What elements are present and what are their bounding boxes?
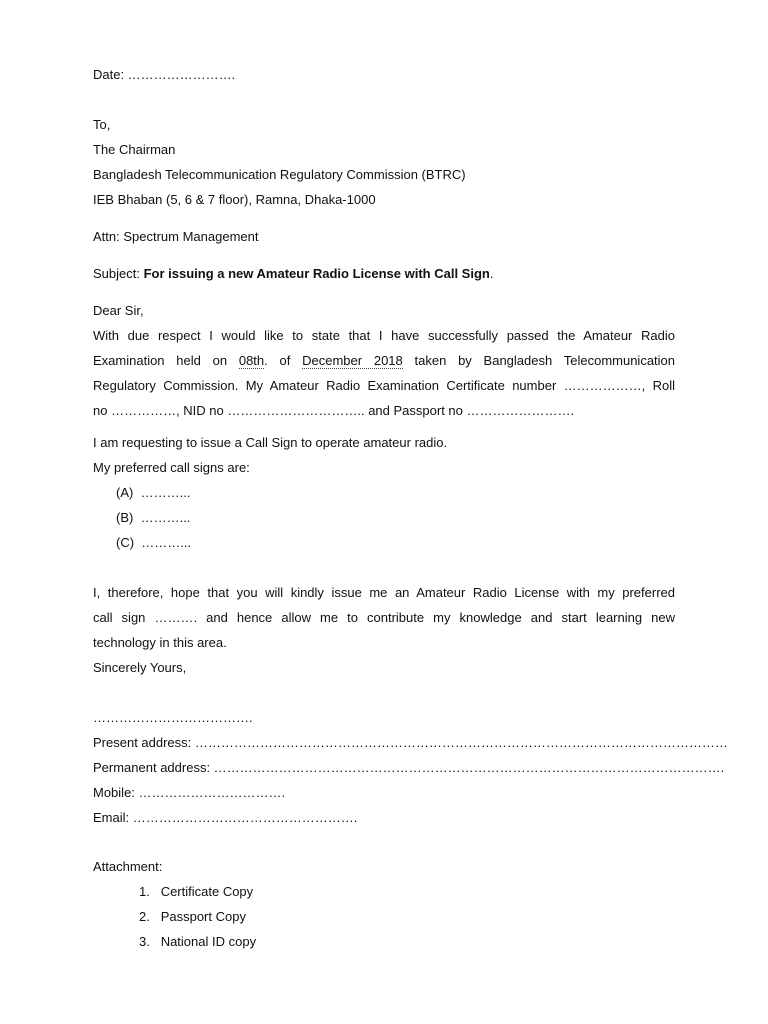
attachment-num: 1. — [139, 884, 150, 899]
para2-line3: technology in this area. — [93, 635, 227, 650]
closing: Sincerely Yours, — [93, 660, 187, 675]
para1-line2 — [93, 352, 675, 370]
call-sign-value: ………... — [141, 535, 192, 550]
para2-line2: call sign ………. and hence allow me to contribute my knowledge and start learning new — [93, 610, 675, 625]
attachment-text: Passport Copy — [160, 909, 246, 924]
attachment-title: Attachment: — [93, 859, 163, 874]
para1-line2-end: taken by Bangladesh Telecommunication — [402, 353, 676, 368]
call-sign-label: (A) — [116, 485, 134, 500]
para1-line2-of: . of — [264, 353, 303, 368]
attachment-item — [139, 883, 253, 901]
para2-line1: I, therefore, hope that you will kindly issue me an Amateur Radio License with my preferred — [93, 585, 675, 600]
preferred-intro: My preferred call signs are: — [93, 460, 250, 475]
salutation: Dear Sir, — [93, 303, 144, 318]
para1-line2-start: Examination held on — [93, 353, 239, 368]
subject-prefix: Subject: — [93, 266, 144, 281]
mobile-field: Mobile: ……………………………. — [93, 785, 286, 800]
call-sign-item — [116, 484, 190, 502]
recipient-org: Bangladesh Telecommunication Regulatory Commission (BTRC) — [93, 167, 466, 182]
attn-line: Attn: Spectrum Management — [93, 229, 259, 244]
email-field: Email: ……………………………………………. — [93, 810, 358, 825]
attachment-num: 3. — [139, 934, 150, 949]
call-sign-label: (B) — [116, 510, 134, 525]
attachment-num: 2. — [139, 909, 150, 924]
date-line: Date: ……………………. — [93, 67, 236, 82]
subject-end: . — [489, 266, 494, 281]
attachment-item — [139, 933, 256, 951]
exam-day: 08th — [238, 353, 265, 368]
para1-line3: Regulatory Commission. My Amateur Radio Examination Certificate number ………………, Roll — [93, 378, 675, 393]
call-sign-label: (C) — [116, 535, 135, 550]
attachment-text: National ID copy — [160, 934, 257, 949]
permanent-address-field: Permanent address: ………………………………………………………………………………………………………. — [93, 760, 725, 775]
recipient-title: The Chairman — [93, 142, 176, 157]
exam-month: December 2018 — [302, 353, 403, 368]
para1-line4: no ……………, NID no ………………………….. and Passport no ……………………. — [93, 403, 575, 418]
attachment-text: Certificate Copy — [160, 884, 254, 899]
signature-line: ………………………………. — [93, 710, 253, 725]
call-sign-value: ………... — [140, 510, 191, 525]
recipient-address: IEB Bhaban (5, 6 & 7 floor), Ramna, Dhaka-1000 — [93, 192, 376, 207]
call-sign-item — [116, 534, 191, 552]
attachment-item — [139, 908, 246, 926]
subject-text: For issuing a new Amateur Radio License with Call Sign — [143, 266, 490, 281]
para1-line1: With due respect I would like to state that I have successfully passed the Amateur Radio — [93, 328, 675, 343]
to-line: To, — [93, 117, 111, 132]
present-address-field: Present address: …………………………………………………………………………………………………………… — [93, 735, 728, 750]
call-sign-value: ………... — [140, 485, 191, 500]
call-sign-item — [116, 509, 190, 527]
subject-line — [93, 265, 493, 283]
request-line: I am requesting to issue a Call Sign to operate amateur radio. — [93, 435, 448, 450]
